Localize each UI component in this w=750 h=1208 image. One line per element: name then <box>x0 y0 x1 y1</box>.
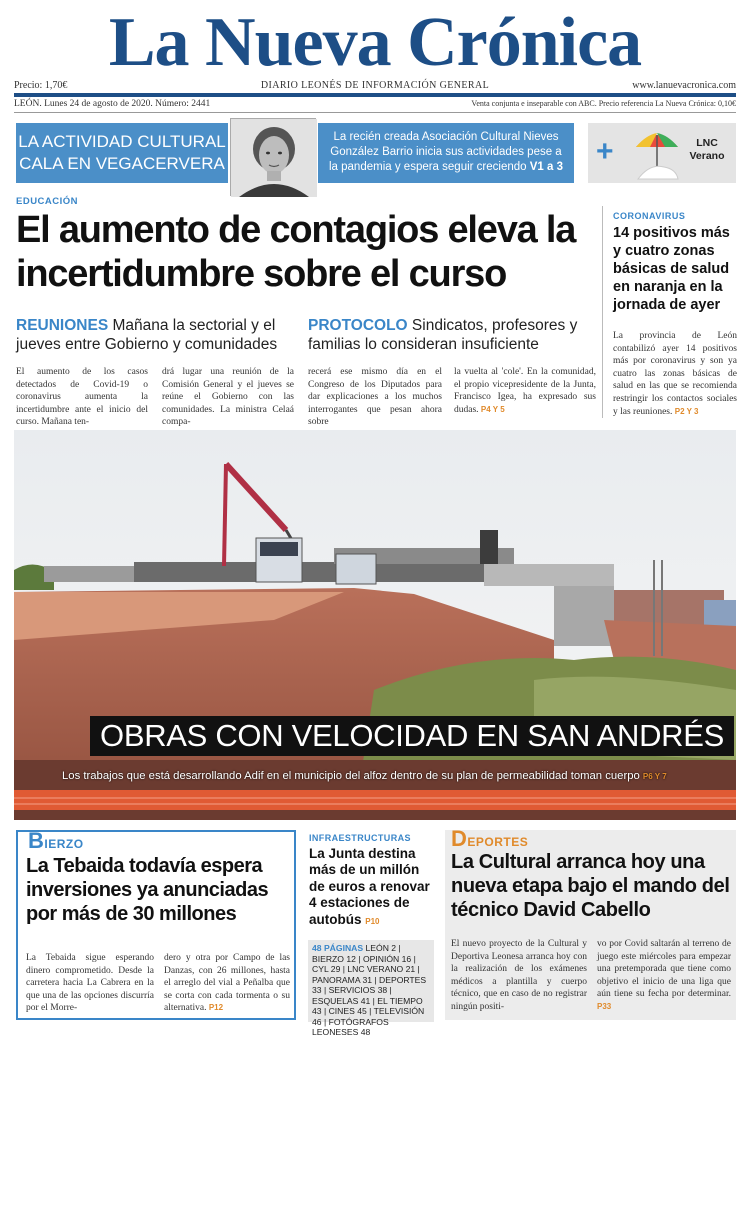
masthead-rule <box>14 93 736 97</box>
bierzo-headline[interactable]: La Tebaida todavía espera inversiones ya anunciadas por más de 30 millones <box>26 855 269 925</box>
deportes-headline[interactable]: La Cultural arranca hoy una nueva etapa bajo el mando del técnico David Cabello <box>451 851 730 921</box>
tagline: DIARIO LEONÉS DE INFORMACIÓN GENERAL <box>260 80 490 91</box>
plus-icon: + <box>596 135 614 168</box>
photo-caption-text: Los trabajos que está desarrollando Adif en el municipio del alfoz dentro de su plan de permeabilidad toman cuerpo <box>62 770 640 782</box>
deportes-body-column: El nuevo proyecto de la Cultural y Deportiva Leonesa arranca hoy con la realización de los exámenes médicos a plantilla y cuerpo técnico, que en caso de no registrar ningún positi- <box>451 939 587 1012</box>
infra-headline-text: La Junta destina más de un millón de euros a renovar 4 estaciones de autobús <box>309 846 430 927</box>
subhead-keyword: PROTOCOLO <box>308 317 408 334</box>
lead-body-column <box>454 366 596 416</box>
page-reference[interactable]: P10 <box>365 916 380 926</box>
lead-body-column: drá lugar una reunión de la Comisión General y el jueves se reúne el Gobierno con las comunidades. La ministra Celaá compa- <box>162 367 294 428</box>
sidebar-kicker: CORONAVIRUS <box>613 211 686 221</box>
index-heading: 48 PÁGINAS <box>312 943 364 953</box>
page-reference[interactable]: P4 Y 5 <box>480 404 505 414</box>
page-reference[interactable]: P12 <box>208 1003 224 1013</box>
lnc-verano-label: LNC Verano <box>689 137 725 162</box>
bierzo-body-column <box>164 952 290 1015</box>
page-index <box>308 940 434 1037</box>
lead-body-column: recerá ese mismo día en el Congreso de los Diputados para dar explicaciones a los muchos interrogantes que pesan ahora sobre <box>308 367 442 428</box>
construction-photo <box>14 430 736 820</box>
divider <box>14 112 736 113</box>
promo-association-text: La recién creada Asociación Cultural Nieves González Barrio inicia sus actividades pese a la pandemia y espera seguir creciendo <box>329 131 562 173</box>
index-list: LEÓN 2 | BIERZO 12 | OPINIÓN 16 | CYL 29 | LNC VERANO 21 | PANORAMA 31 | DEPORTES 33 | SERVICIOS 38 | ESQUELAS 41 | EL TIEMPO 43 | CINES 45 | TELEVISIÓN 46 | FOTÓGRAFOS LEONESES 48 <box>312 943 427 1037</box>
sidebar-body <box>613 330 737 418</box>
photo-credit: SAÚL ARÉN <box>18 1174 24 1208</box>
lead-kicker: EDUCACIÓN <box>16 196 79 207</box>
section-label-deportes: DEPORTES <box>451 826 529 851</box>
bierzo-body-text: dero y otra por Campo de las Danzas, con 26 millones, hasta el arreglo del vial a Peñalba que se corta con cada tormenta o su alternativa. <box>164 953 290 1014</box>
lead-body-column: El aumento de los casos detectados de Covid-19 o coronavirus aumenta la incertidumbre ante el inicio del curso. Mañana ten- <box>16 367 148 428</box>
sidebar-headline[interactable]: 14 positivos más y cuatro zonas básicas de salud en naranja en la jornada de ayer <box>613 225 730 313</box>
newspaper-title: La Nueva Crónica <box>108 4 642 81</box>
deportes-box <box>445 826 736 1020</box>
lead-subhead-meetings <box>16 316 296 354</box>
photo-headline[interactable]: OBRAS CON VELOCIDAD EN SAN ANDRÉS <box>90 716 734 756</box>
dateline-bar <box>14 99 736 111</box>
section-label-bierzo: BIERZO <box>28 828 84 853</box>
photo-caption <box>62 770 667 782</box>
lead-headline[interactable]: El aumento de contagios eleva la incertidumbre sobre el curso <box>16 209 576 295</box>
infra-kicker: INFRAESTRUCTURAS <box>309 833 411 843</box>
website-link[interactable]: www.lanuevacronica.com <box>632 80 736 91</box>
promo-association-ref: V1 a 3 <box>529 161 563 173</box>
promo-culture[interactable]: LA ACTIVIDAD CULTURAL CALA EN VEGACERVERA <box>16 123 228 183</box>
beach-umbrella-icon <box>632 127 682 186</box>
lead-body-text: la vuelta al 'cole'. En la comunidad, el propio vicepresidente de la Junta, Francisco Igea, ha expresado sus dudas. <box>454 367 596 415</box>
infra-headline[interactable] <box>309 846 435 930</box>
promo-lnc-verano[interactable] <box>588 123 736 183</box>
lead-subhead-protocol <box>308 316 598 354</box>
promo-association[interactable] <box>318 123 574 183</box>
sidebar-body-text: La provincia de León contabilizó ayer 14 positivos más por coronavirus y son ya cuatro las zonas básicas de salud en las que se recomienda restringir los contactos sociales y las reuniones. <box>613 331 737 417</box>
subhead-keyword: REUNIONES <box>16 317 109 334</box>
subhead-text: Mañana la sectorial y el jueves entre Gobierno y comunidades <box>16 317 278 353</box>
price: Precio: 1,70€ <box>14 80 68 91</box>
masthead <box>14 6 736 80</box>
deportes-body-column <box>597 938 731 1014</box>
page-reference[interactable]: P2 Y 3 <box>674 406 699 416</box>
deportes-body-text: vo por Covid saltarán al terreno de juego este miércoles para empezar una pretemporada que tiene como objetivo el inicio de una liga que aún tiene su fecha por determinar. <box>597 939 731 1000</box>
page-reference[interactable]: P6 Y 7 <box>642 772 667 781</box>
subhead-text: Sindicatos, profesores y familias lo consideran insuficiente <box>308 317 578 353</box>
dateline: LEÓN. Lunes 24 de agosto de 2020. Número: 2441 <box>14 99 211 109</box>
bierzo-box <box>16 830 296 1020</box>
page-reference[interactable]: P33 <box>597 1001 612 1011</box>
masthead-meta <box>14 79 736 93</box>
joint-sale-note: Venta conjunta e inseparable con ABC. Precio referencia La Nueva Crónica: 0,10€ <box>471 99 736 108</box>
portrait-photo <box>230 118 316 196</box>
column-divider <box>602 206 603 418</box>
bierzo-body-column: La Tebaida sigue esperando dinero comprometido. Desde la carretera hacia La Cabrera en la que una de las opciones discurría por el Morre- <box>26 953 154 1014</box>
